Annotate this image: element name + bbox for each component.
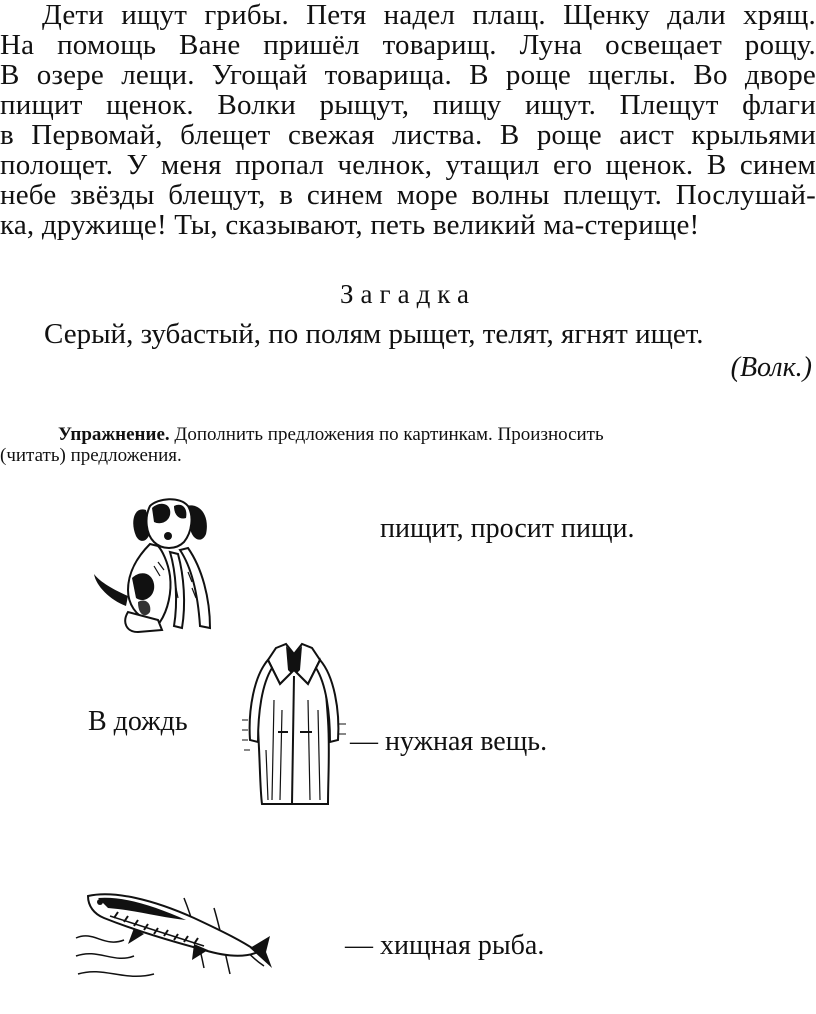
raincoat-icon [238, 640, 348, 810]
main-text-line: полощет. У меня пропал челнок, утащил его щенок. В синем [0, 149, 816, 181]
main-text-line: Дети ищут грибы. Петя надел плащ. Щенку дали хрящ. [42, 0, 816, 31]
riddle-text: Серый, зубастый, по полям рыщет, телят, ягнят ищет. [44, 318, 704, 350]
sentence-2-suffix: — нужная вещь. [350, 726, 548, 757]
main-text-line: В озере лещи. Угощай товарища. В роще щеглы. Во дворе [0, 59, 816, 91]
raincoat-illustration [238, 640, 348, 810]
sentence-1-suffix: пищит, просит пищи. [380, 513, 635, 544]
main-text-line: ка, дружище! Ты, сказывают, петь великий ма-стерище! [0, 209, 700, 241]
puppy-icon [88, 492, 223, 637]
pike-fish-illustration [74, 878, 274, 988]
sentence-3-suffix: — хищная рыба. [345, 930, 545, 961]
exercise-instruction-text-2: (читать) предложения. [0, 445, 182, 466]
main-text-line: пищит щенок. Волки рыщут, пищу ищут. Плещут флаги [0, 89, 816, 121]
exercise-instruction [0, 424, 816, 466]
main-text-line: На помощь Ване пришёл товарищ. Луна освещает рощу. [0, 29, 816, 61]
exercise-line-1 [0, 424, 816, 445]
puppy-illustration [88, 492, 223, 637]
sentence-2-prefix: В дождь [88, 706, 188, 737]
exercise-instruction-text: Дополнить предложения по картинкам. Произносить [174, 424, 604, 445]
exercise-label: Упражнение. [58, 424, 170, 445]
main-text-block [0, 0, 816, 240]
main-text-line: небе звёзды блещут, в синем море волны плещут. Послушай- [0, 179, 816, 211]
main-text-line: в Первомай, блещет свежая листва. В роще аист крыльями [0, 119, 816, 151]
riddle-title: Загадка [340, 279, 476, 309]
pike-fish-icon [74, 878, 274, 988]
riddle-answer: (Волк.) [730, 352, 812, 383]
